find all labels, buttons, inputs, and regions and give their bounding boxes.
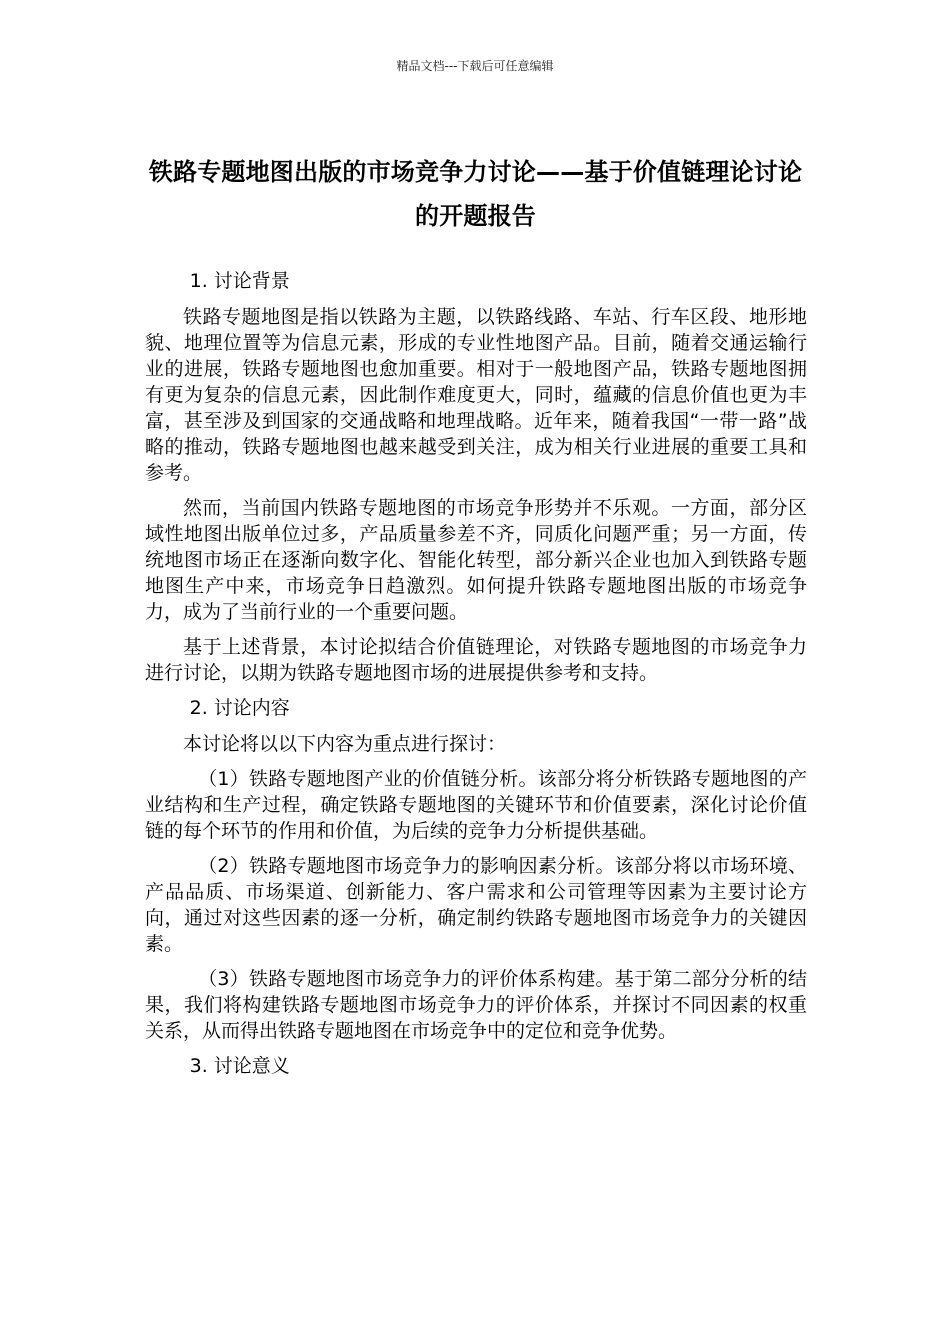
content-list-item-1: （1）铁路专题地图产业的价值链分析。该部分将分析铁路专题地图的产业结构和生产过程，确定铁路专题地图的关键环节和价值要素，深化讨论价值链的每个环节的作用和价值，为后续的竞争力分析提供基础。 bbox=[145, 768, 807, 842]
document-body bbox=[145, 268, 807, 1089]
content-intro-paragraph: 本讨论将以以下内容为重点进行探讨： bbox=[183, 733, 507, 755]
background-paragraph-3: 基于上述背景，本讨论拟结合价值链理论，对铁路专题地图的市场竞争力进行讨论，以期为铁路专题地图市场的进展提供参考和支持。 bbox=[145, 636, 807, 684]
section-heading-significance: 3. 讨论意义 bbox=[189, 1055, 290, 1077]
content-list-item-2: （2）铁路专题地图市场竞争力的影响因素分析。该部分将以市场环境、产品品质、市场渠道、创新能力、客户需求和公司管理等因素为主要讨论方向，通过对这些因素的逐一分析，确定制约铁路专题地图市场竞争力的关键因素。 bbox=[145, 855, 807, 955]
content-list-item-3: （3）铁路专题地图市场竞争力的评价体系构建。基于第二部分分析的结果，我们将构建铁路专题地图市场竞争力的评价体系，并探讨不同因素的权重关系，从而得出铁路专题地图在市场竞争中的定位和竞争优势。 bbox=[145, 968, 807, 1042]
background-paragraph-1: 铁路专题地图是指以铁路为主题，以铁路线路、车站、行车区段、地形地貌、地理位置等为信息元素，形成的专业性地图产品。目前，随着交通运输行业的进展，铁路专题地图也愈加重要。相对于一般地图产品，铁路专题地图拥有更为复杂的信息元素，因此制作难度更大，同时，蕴藏的信息价值也更为丰富，甚至涉及到国家的交通战略和地理战略。近年来，随着我国“一带一路”战略的推动，铁路专题地图也越来越受到关注，成为相关行业进展的重要工具和参考。 bbox=[145, 306, 807, 484]
header-note: 精品文档---下载后可任意编辑 bbox=[396, 59, 554, 73]
section-heading-background: 1. 讨论背景 bbox=[189, 270, 290, 292]
document-title: 铁路专题地图出版的市场竞争力讨论——基于价值链理论讨论的开题报告 bbox=[148, 158, 803, 231]
section-heading-content: 2. 讨论内容 bbox=[189, 697, 290, 719]
background-paragraph-2: 然而，当前国内铁路专题地图的市场竞争形势并不乐观。一方面，部分区域性地图出版单位过多，产品质量参差不齐，同质化问题严重；另一方面，传统地图市场正在逐渐向数字化、智能化转型，部分新兴企业也加入到铁路专题地图生产中来，市场竞争日趋激烈。如何提升铁路专题地图出版的市场竞争力，成为了当前行业的一个重要问题。 bbox=[145, 497, 807, 623]
